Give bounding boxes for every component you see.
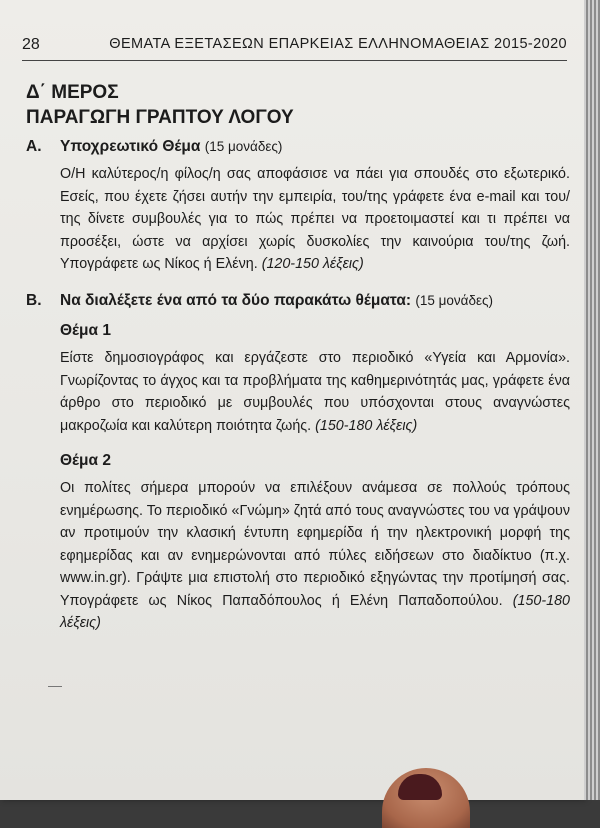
topic-1-word-count: (150-180 λέξεις) [315,417,418,434]
task-a-points: (15 μονάδες) [204,139,283,154]
topic-2-prompt: Οι πολίτες σήμερα μπορούν να επιλέξουν ανάμεσα σε πολλούς τρόπους ενημέρωσης. Το περιοδικό «Γνώμη» ζητά από τους αναγνώστες του να γράψουν αν προτιμούν την κλασική έντυπη εφημερίδα ή την ηλεκτρονική μορφή της εφημερίδας και αν ενημερώνονται από πύλες ειδήσεων στο διαδίκτυο (π.χ. www.in.gr). Γράψτε μια επιστολή στο περιοδικό εξηγώντας την προτίμησή σας. Υπογράφετε ως Νίκος Παπαδόπουλος ή Ελένη Παπαδοπούλου. [60,480,570,609]
task-a-heading [26,138,282,156]
topic-1-heading: Θέμα 1 [60,322,111,339]
section-name: ΠΑΡΑΓΩΓΗ ΓΡΑΠΤΟΥ ΛΟΓΟΥ [26,107,294,128]
task-a-letter: Α. [26,138,42,155]
task-b-letter: Β. [26,292,42,309]
topic-2-heading: Θέμα 2 [60,452,111,469]
topic-1-prompt: Είστε δημοσιογράφος και εργάζεστε στο περιοδικό «Υγεία και Αρμονία». Γνωρίζοντας το άγχος και τα προβλήματα της καθημερινότητάς μας, γράφετε ένα άρθρο στο περιοδικό με συμβουλές που υπόσχονται στους αναγνώστες μακροζωία και καλύτερη ποιότητα ζωής. [60,350,570,434]
section-part: Δ΄ ΜΕΡΟΣ [26,82,119,103]
task-a-prompt: Ο/Η καλύτερος/η φίλος/η σας αποφάσισε να πάει για σπουδές στο εξωτερικό. Εσείς, που έχετε ζήσει αυτήν την εμπειρία, του/της γράφετε ένα e-mail και του/της δίνετε συμβουλές για το πώς πρέπει να προετοιμαστεί και τι πρέπει να προσέξει, ώστε να αρχίσει χωρίς δυσκολίες την καινούρια του/της ζωή. Υπογράφετε ως Νίκος ή Ελένη. [60,166,570,272]
section-title [26,80,294,130]
task-b-points: (15 μονάδες) [415,293,493,308]
task-a-title: Υποχρεωτικό Θέμα [60,138,201,155]
task-b-title: Να διαλέξετε ένα από τα δύο παρακάτω θέματα: [60,292,412,309]
page-number: 28 [22,36,40,53]
task-a-word-count: (120-150 λέξεις) [261,256,364,272]
margin-dash [48,686,62,687]
topic-1-text [60,347,570,437]
topic-2-text [60,477,570,635]
topic-2-word-count: (150-180 λέξεις) [60,592,570,631]
running-title: ΘΕΜΑΤΑ ΕΞΕΤΑΣΕΩΝ ΕΠΑΡΚΕΙΑΣ ΕΛΛΗΝΟΜΑΘΕΙΑΣ 2015-2020 [109,36,567,52]
task-b-heading [26,292,493,310]
task-a-text [60,163,570,276]
adjacent-page-edge [584,0,600,800]
page-header [22,34,567,61]
